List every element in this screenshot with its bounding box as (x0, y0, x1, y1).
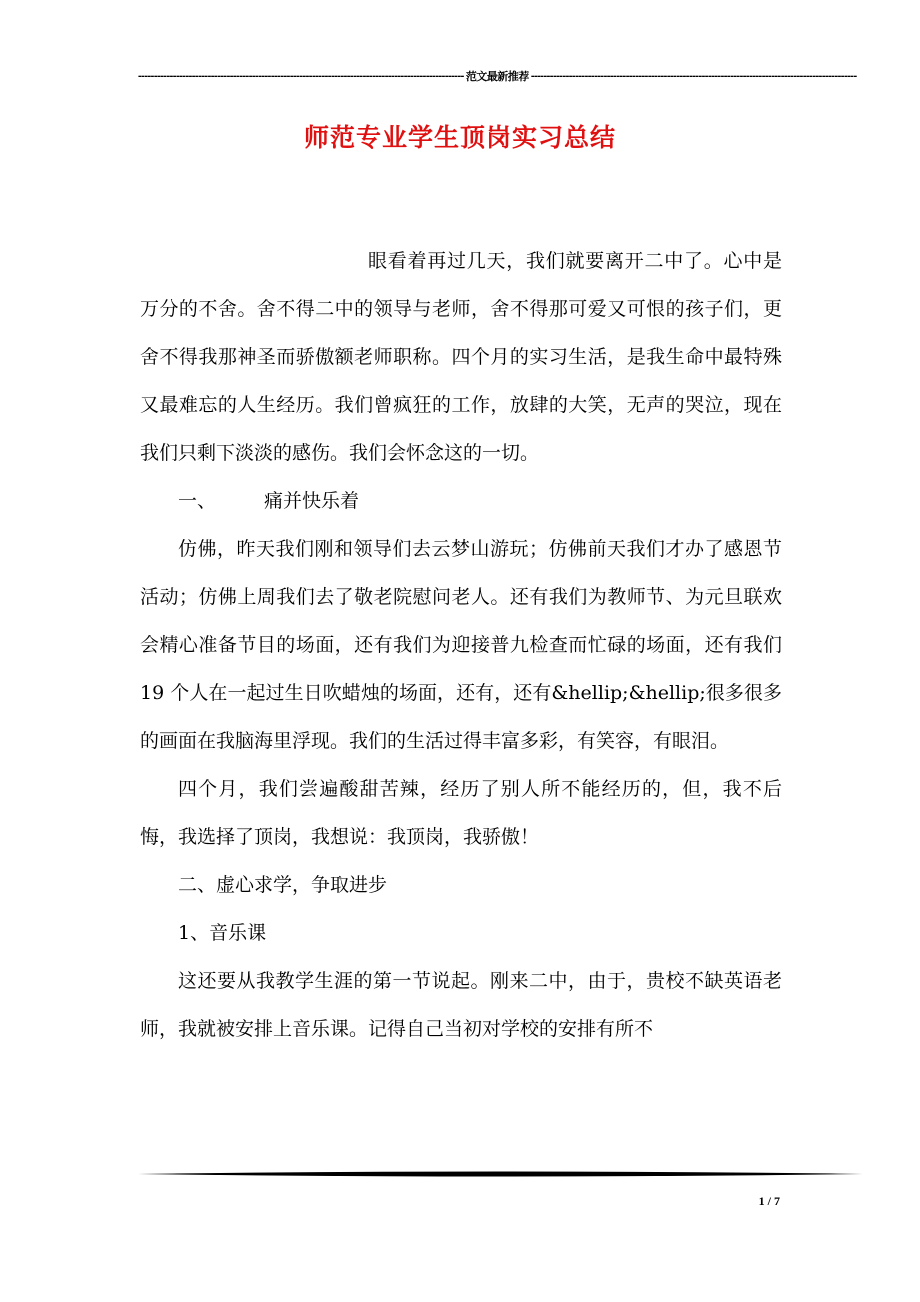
paragraph-four-months: 四个月，我们尝遍酸甜苦辣，经历了别人所不能经历的，但，我不后悔，我选择了顶岗，我想说：我顶岗，我骄傲！ (140, 778, 782, 848)
section-heading-1-number: 一、 (178, 490, 217, 512)
footer-divider (138, 1170, 863, 1178)
paragraph-memories: 仿佛，昨天我们刚和领导们去云梦山游玩；仿佛前天我们才办了感恩节活动；仿佛上周我们去了敬老院慰问老人。还有我们为教师节、为元旦联欢会精心准备节目的场面，还有我们为迎接普九检查而忙碌的场面，还有我们 19 个人在一起过生日吹蜡烛的场面，还有，还有&hellip;&hellip;很多很多的画面在我脑海里浮现。我们的生活过得丰富多彩，有笑容，有眼泪。 (140, 538, 782, 752)
paragraph-intro: 眼看着再过几天，我们就要离开二中了。心中是万分的不舍。舍不得二中的领导与老师，舍不得那可爱又可恨的孩子们，更舍不得我那神圣而骄傲额老师职称。四个月的实习生活，是我生命中最特殊又最难忘的人生经历。我们曾疯狂的工作，放肆的大笑，无声的哭泣，现在我们只剩下淡淡的感伤。我们会怀念这的一切。 (140, 250, 782, 464)
section-heading-1 (140, 477, 782, 525)
page-header (138, 68, 857, 84)
subsection-heading-music: 1、音乐课 (178, 922, 267, 944)
paragraph-music-class: 这还要从我教学生涯的第一节说起。刚来二中，由于，贵校不缺英语老师，我就被安排上音乐课。记得自己当初对学校的安排有所不 (140, 970, 782, 1040)
page-number: 1 / 7 (758, 1194, 780, 1208)
header-dashes-left: ------------------------------------------------------------------------------------------------------- (138, 70, 464, 82)
section-heading-2: 二、虚心求学，争取进步 (178, 874, 388, 896)
document-body (140, 237, 782, 1053)
document-title: 师范专业学生顶岗实习总结 (303, 123, 616, 152)
header-label: 范文最新推荐 (465, 71, 529, 83)
section-heading-1-text: 痛并快乐着 (264, 490, 360, 512)
header-dashes-right: ------------------------------------------------------------------------------------------------------- (530, 70, 857, 82)
